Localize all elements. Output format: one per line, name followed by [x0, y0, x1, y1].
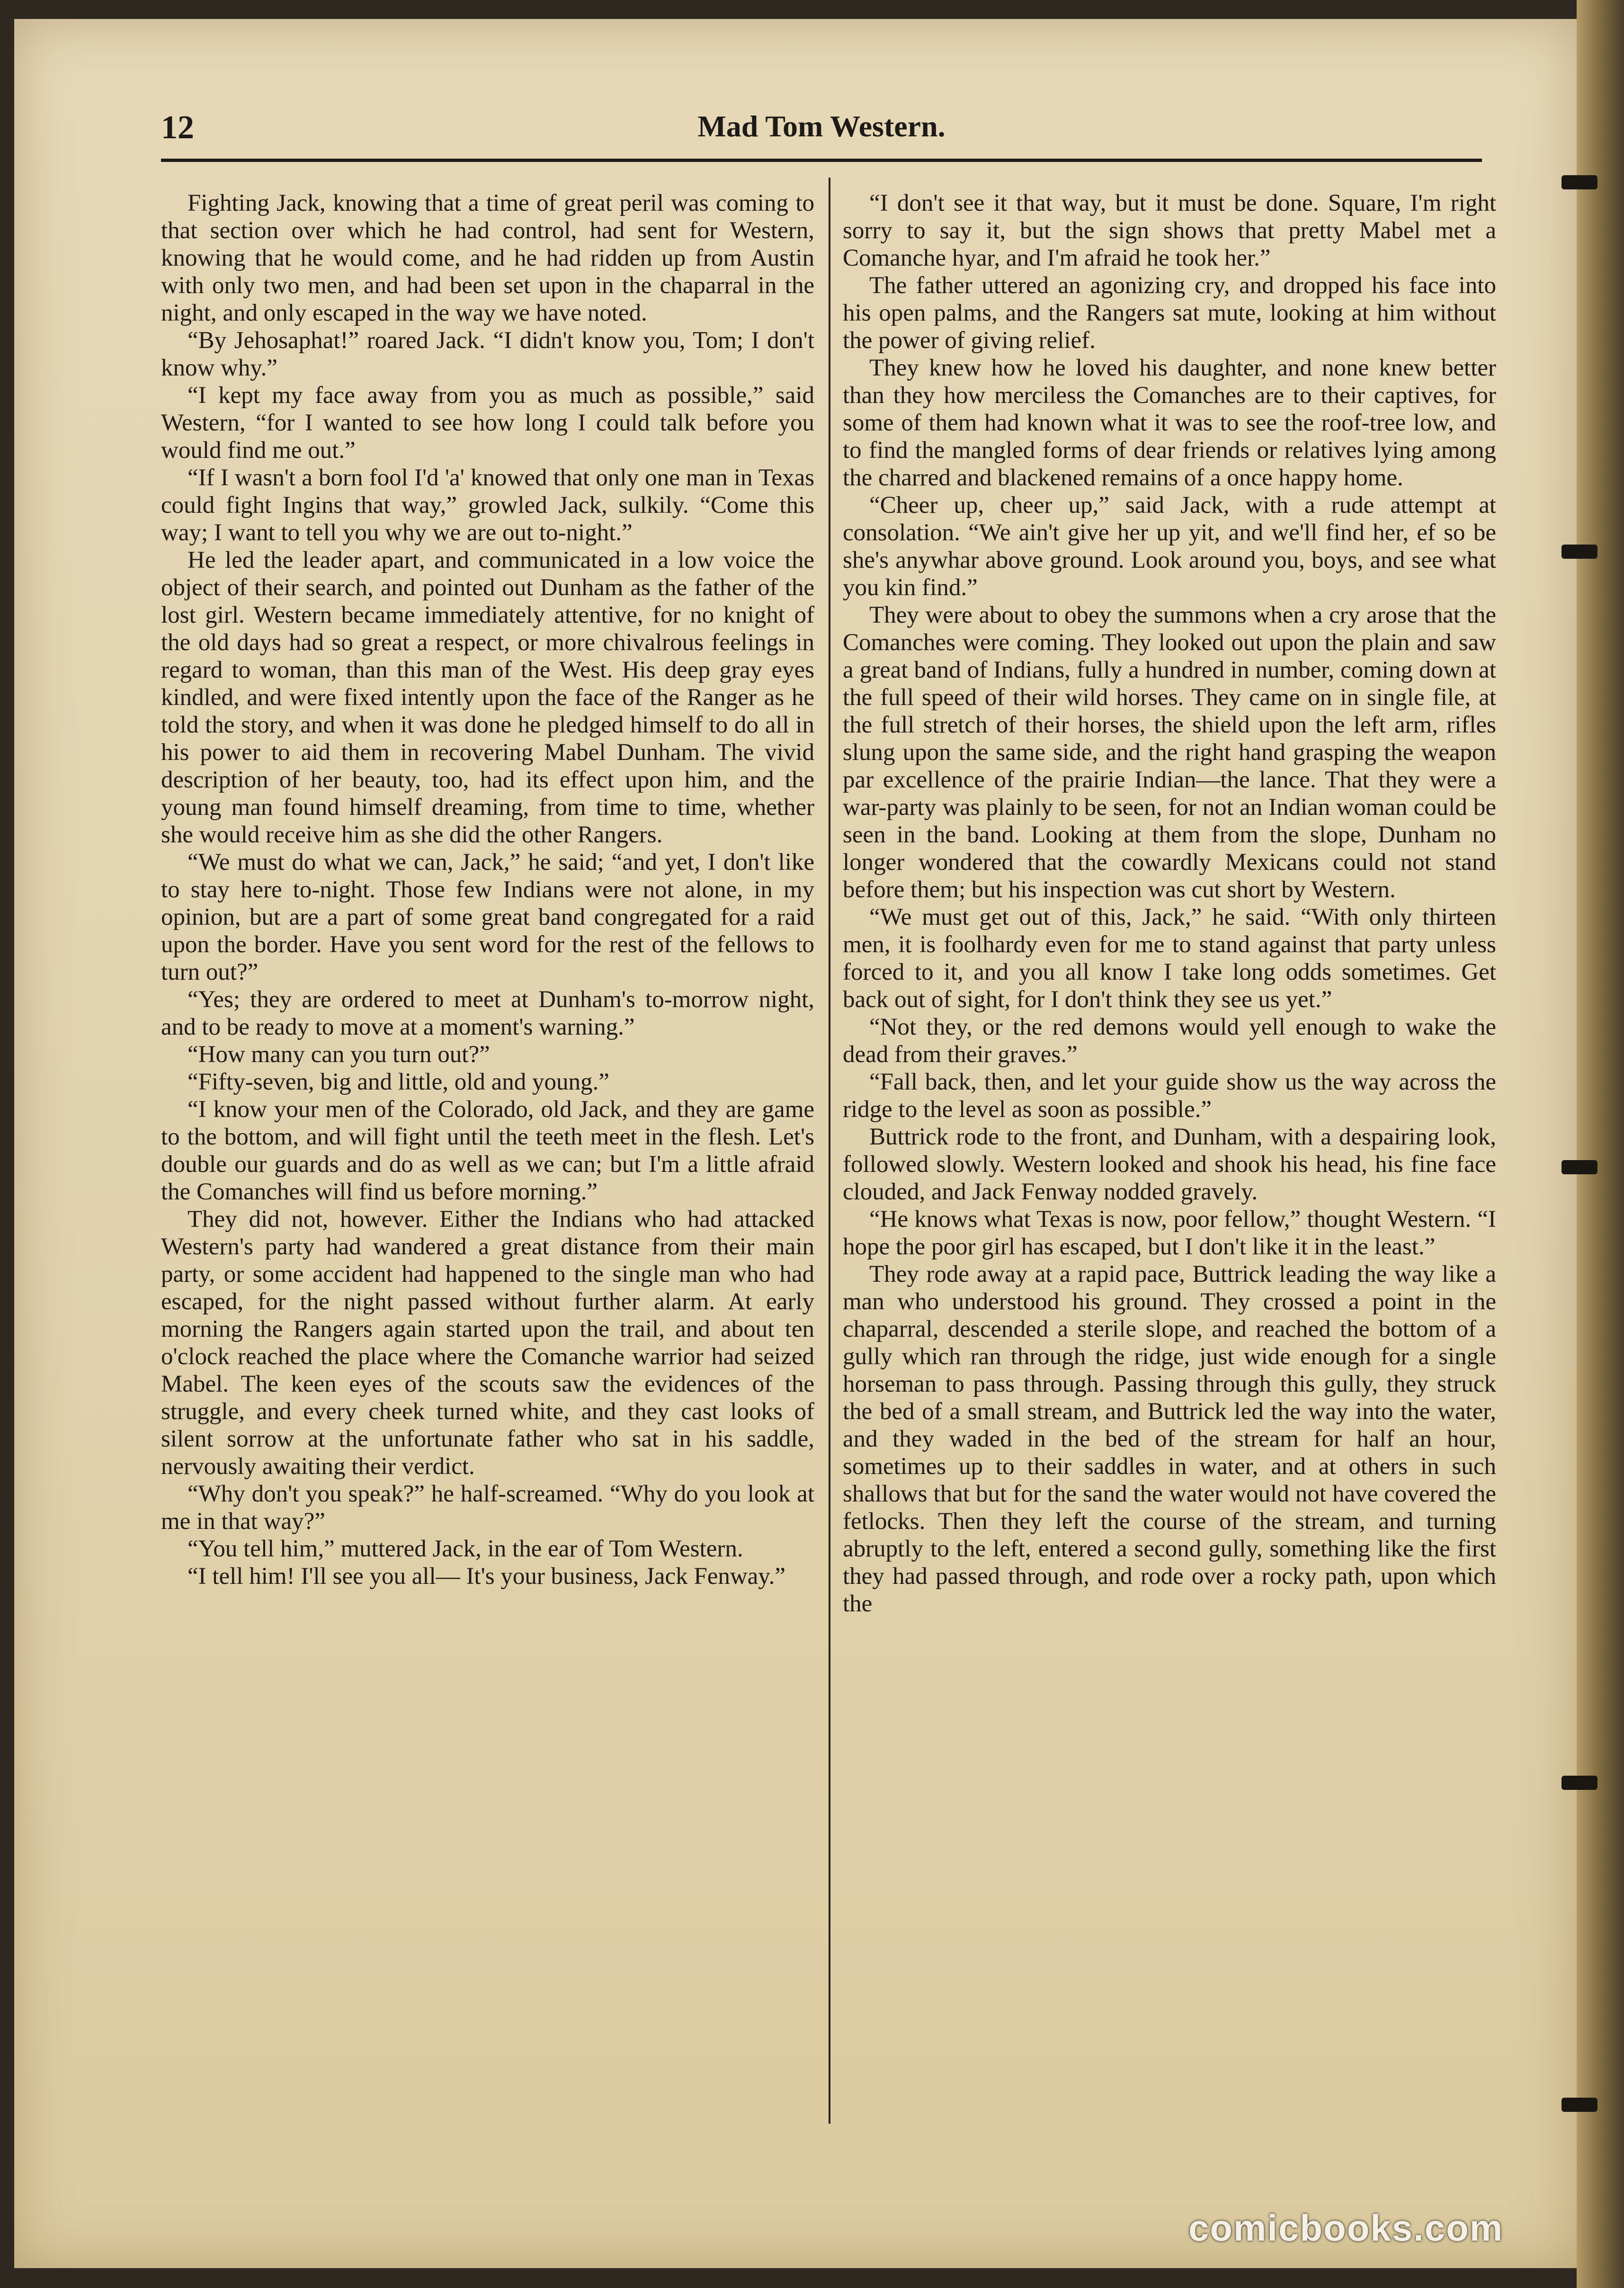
left-column [161, 189, 814, 2126]
paragraph: He led the leader apart, and communicated in a low voice the object of their search, and pointed out Dunham as the father of the lost girl. Western became immediately attentive, for no knight of the old days had so great a respect, or more chivalrous feelings in regard to woman, than this man of the West. His deep gray eyes kindled, and were fixed intently upon the face of the Ranger as he told the story, and when it was done he pledged himself to do all in his power to aid them in recovering Mabel Dunham. The vivid description of her beauty, too, had its effect upon him, and the young man found himself dreaming, from time to time, whether she would receive him as she did the other Rangers. [161, 547, 814, 848]
staple-mark [1562, 175, 1597, 189]
watermark: comicbooks.com [1188, 2207, 1504, 2249]
paragraph: “Fall back, then, and let your guide show us the way across the ridge to the level as soon as possible.” [843, 1069, 1496, 1123]
paragraph: “Yes; they are ordered to meet at Dunham's to-morrow night, and to be ready to move at a moment's warning.” [161, 986, 814, 1040]
page-binding-edge [1577, 0, 1624, 2288]
paragraph: Fighting Jack, knowing that a time of great peril was coming to that section over which he had control, had sent for Western, knowing that he would come, and he had ridden up from Austin with only two men, and had been set upon in the chaparral in the night, and only escaped in the way we have noted. [161, 190, 814, 326]
paragraph: Buttrick rode to the front, and Dunham, with a despairing look, followed slowly. Western looked and shook his head, his fine face clouded, and Jack Fenway nodded gravely. [843, 1124, 1496, 1205]
paragraph: “I tell him! I'll see you all— It's your business, Jack Fenway.” [187, 1563, 785, 1590]
paragraph: “Not they, or the red demons would yell enough to wake the dead from their graves.” [843, 1014, 1496, 1068]
paragraph: “I know your men of the Colorado, old Jack, and they are game to the bottom, and will fight until the teeth meet in the flesh. Let's double our guards and do as well as we can; but I'm a little afraid the Comanches will find us before morning.” [161, 1096, 814, 1205]
staple-mark [1562, 1776, 1597, 1790]
right-column [843, 189, 1496, 2126]
staple-mark [1562, 2098, 1597, 2112]
header-rule [161, 159, 1482, 162]
paragraph: The father uttered an agonizing cry, and dropped his face into his open palms, and the Rangers sat mute, looking at him without the power of giving relief. [843, 272, 1496, 354]
paragraph: “I kept my face away from you as much as possible,” said Western, “for I wanted to see how long I could talk before you would find me out.” [161, 382, 814, 464]
column-divider [829, 178, 830, 2124]
paragraph: “I don't see it that way, but it must be done. Square, I'm right sorry to say it, but the sign shows that pretty Mabel met a Comanche hyar, and I'm afraid he took her.” [843, 190, 1496, 271]
paragraph: They knew how he loved his daughter, and none knew better than they how merciless the Comanches are to their captives, for some of them had known what it was to see the roof-tree low, and to find the mangled forms of dear friends or relatives lying among the charred and blackened remains of a once happy home. [843, 355, 1496, 491]
staple-mark [1562, 545, 1597, 559]
paragraph: “Cheer up, cheer up,” said Jack, with a rude attempt at consolation. “We ain't give her up yit, and we'll find her, ef so be she's anywhar above ground. Look around you, boys, and see what you kin find.” [843, 492, 1496, 601]
paragraph: “By Jehosaphat!” roared Jack. “I didn't know you, Tom; I don't know why.” [161, 327, 814, 381]
paragraph: “If I wasn't a born fool I'd 'a' knowed that only one man in Texas could fight Ingins that way,” growled Jack, sulkily. “Come this way; I want to tell you why we are out to-night.” [161, 465, 814, 546]
staple-mark [1562, 1160, 1597, 1174]
paragraph: They rode away at a rapid pace, Buttrick leading the way like a man who understood his ground. They crossed a point in the chaparral, descended a sterile slope, and reached the bottom of a gully which ran through the ridge, just wide enough for a single horseman to pass through. Passing through this gully, they struck the bed of a small stream, and Buttrick led the way into the water, and they waded in the bed of the stream for half an hour, sometimes up to their saddles in water, and at others in such shallows that but for the sand the water would not have covered the fetlocks. Then they left the course of the stream, and turning abruptly to the left, entered a second gully, something like the first they had passed through, and rode over a rocky path, upon which the [843, 1261, 1496, 1617]
running-head [161, 109, 1482, 161]
running-title: Mad Tom Western. [697, 109, 946, 143]
page-number: 12 [161, 109, 194, 146]
paragraph: They were about to obey the summons when a cry arose that the Comanches were coming. They looked out upon the plain and saw a great band of Indians, fully a hundred in number, coming down at the full speed of their wild horses. They came on in single file, at the full stretch of their horses, the shield upon the left arm, rifles slung upon the same side, and the right hand grasping the weapon par excellence of the prairie Indian—the lance. That they were a war-party was plainly to be seen, for not an Indian woman could be seen in the band. Looking at them from the slope, Dunham no longer wondered that the cowardly Mexicans could not stand before them; but his inspection was cut short by Western. [843, 602, 1496, 903]
paragraph: “Fifty-seven, big and little, old and young.” [187, 1069, 609, 1095]
paragraph: “You tell him,” muttered Jack, in the ear of Tom Western. [187, 1536, 743, 1562]
paragraph: “We must get out of this, Jack,” he said. “With only thirteen men, it is foolhardy even for me to stand against that party unless forced to it, and you all know I take long odds sometimes. Get back out of sight, for I don't think they see us yet.” [843, 904, 1496, 1013]
paragraph: “How many can you turn out?” [187, 1041, 490, 1068]
paragraph: They did not, however. Either the Indians who had attacked Western's party had wandered a great distance from their main party, or some accident had happened to the single man who had escaped, for the night passed without further alarm. At early morning the Rangers again started upon the trail, and about ten o'clock reached the place where the Comanche warrior had seized Mabel. The keen eyes of the scouts saw the evidences of the struggle, and every cheek turned white, and they cast looks of silent sorrow at the unfortunate father who sat in his saddle, nervously awaiting their verdict. [161, 1206, 814, 1480]
paragraph: “We must do what we can, Jack,” he said; “and yet, I don't like to stay here to-night. Those few Indians were not alone, in my opinion, but are a part of some great band congregated for a raid upon the border. Have you sent word for the rest of the fellows to turn out?” [161, 849, 814, 985]
paragraph: “He knows what Texas is now, poor fellow,” thought Western. “I hope the poor girl has escaped, but I don't like it in the least.” [843, 1206, 1496, 1260]
paragraph: “Why don't you speak?” he half-screamed. “Why do you look at me in that way?” [161, 1481, 814, 1535]
